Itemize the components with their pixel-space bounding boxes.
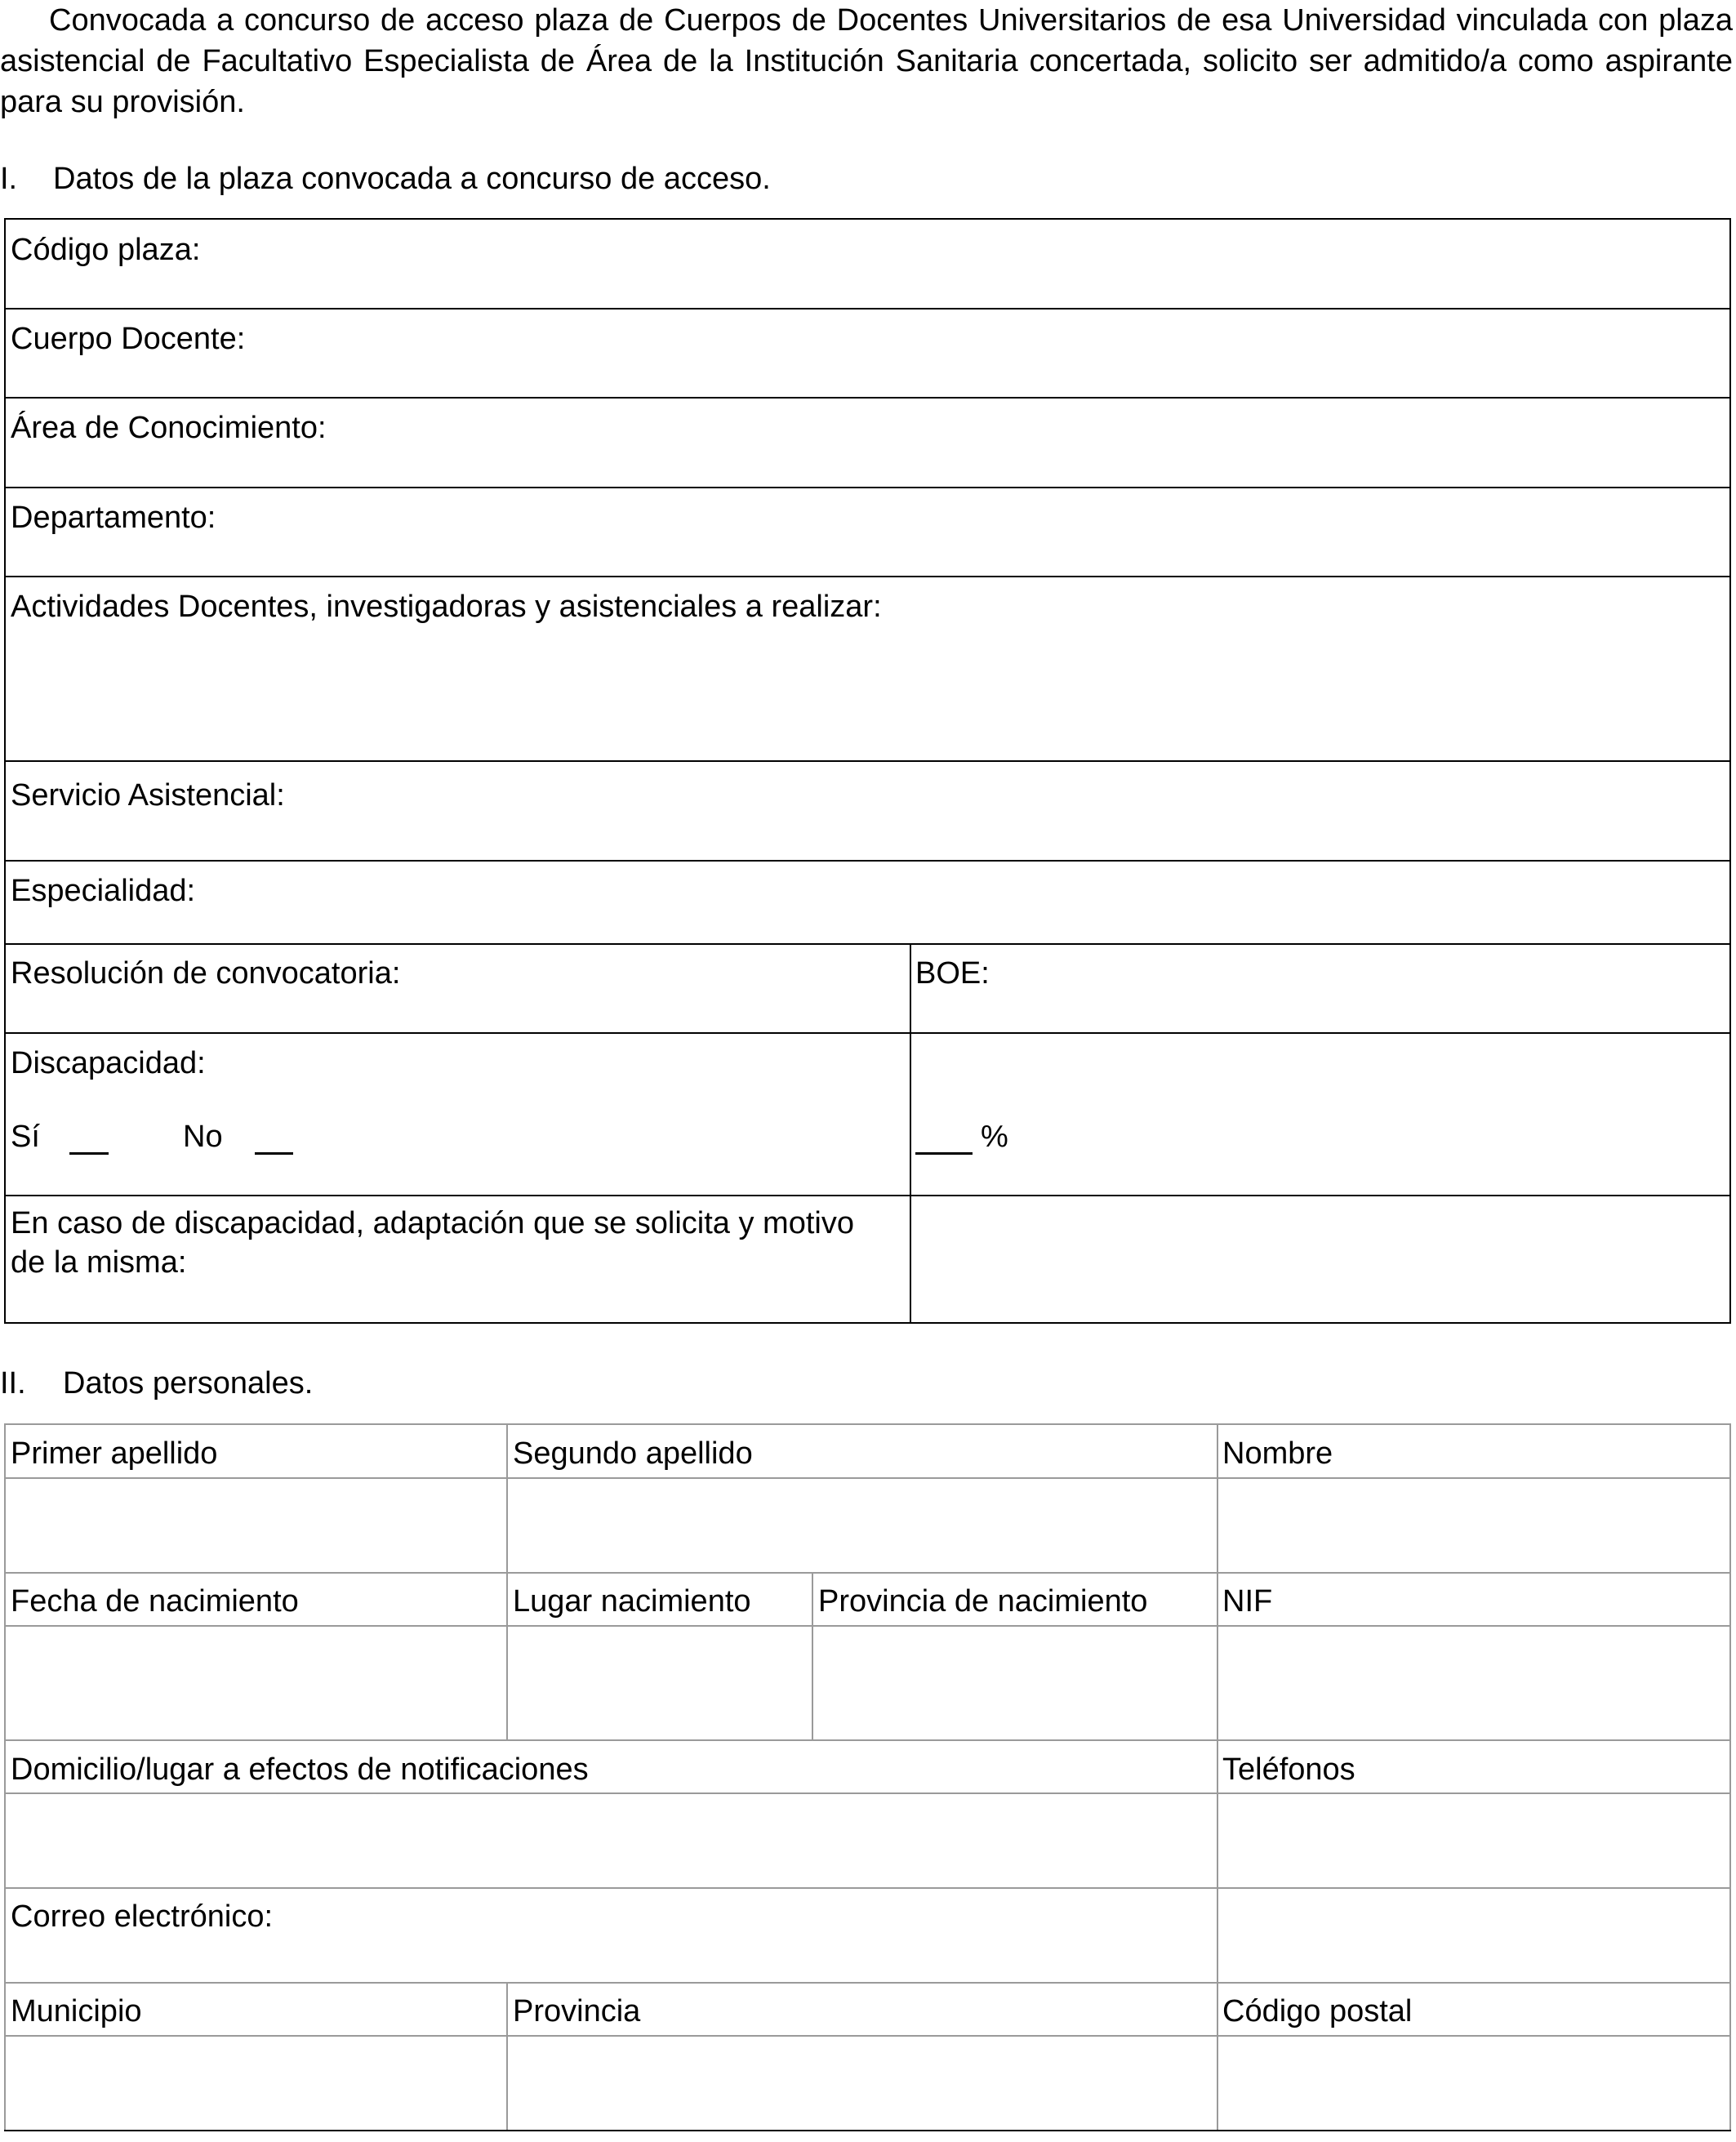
provincia-field[interactable] [508,2037,1217,2130]
table2-row-divider [4,1572,1731,1574]
fecha-nacimiento-label: Fecha de nacimiento [11,1584,299,1619]
table2-bottom-border [4,2130,1731,2131]
codigo-postal-field[interactable] [1218,2037,1729,2130]
resolucion-label: Resolución de convocatoria: [11,956,401,991]
telefonos-field[interactable] [1218,1794,1729,1887]
table2-row-divider [4,1982,1731,1984]
lugar-nacimiento-field[interactable] [508,1627,812,1739]
adaptacion-label: En caso de discapacidad, adaptación que se solicita y motivo de la misma: [11,1206,854,1280]
table1-bottom-border [4,1322,1731,1324]
boe-label: BOE: [915,956,990,991]
discapacidad-percent-blank[interactable] [915,1152,973,1155]
actividades-field[interactable] [6,577,1729,760]
primer-apellido-label: Primer apellido [11,1436,218,1471]
area-conocimiento-field[interactable] [6,399,1729,487]
cuerpo-docente-label: Cuerpo Docente: [11,322,246,356]
table1-row-divider [4,1032,1731,1034]
resolucion-field[interactable] [6,945,910,1032]
codigo-postal-label: Código postal [1222,1994,1413,2028]
table1-right-border [1729,218,1731,1324]
section-1-number: I. [0,162,18,196]
fecha-nacimiento-field[interactable] [6,1627,506,1739]
primer-apellido-field[interactable] [6,1479,506,1572]
lugar-nacimiento-label: Lugar nacimiento [513,1584,751,1619]
provincia-nacimiento-label: Provincia de nacimiento [818,1584,1148,1619]
table2-row-divider [4,1739,1731,1741]
correo-label: Correo electrónico: [11,1899,274,1934]
nif-label: NIF [1222,1584,1273,1619]
especialidad-label: Especialidad: [11,874,196,908]
discapacidad-no-label: No [183,1120,223,1154]
adaptacion-field[interactable] [911,1196,1729,1322]
nombre-label: Nombre [1222,1436,1333,1471]
telefonos-extra-field[interactable] [1218,1889,1729,1982]
especialidad-field[interactable] [6,862,1729,943]
nombre-field[interactable] [1218,1479,1729,1572]
departamento-field[interactable] [6,488,1729,576]
departamento-label: Departamento: [11,501,216,535]
discapacidad-no-blank[interactable] [255,1152,293,1155]
domicilio-field[interactable] [6,1794,1217,1887]
servicio-asistencial-field[interactable] [6,762,1729,860]
section-2-title: Datos personales. [63,1366,314,1401]
provincia-label: Provincia [513,1994,641,2028]
segundo-apellido-label: Segundo apellido [513,1436,753,1471]
discapacidad-label: Discapacidad: [11,1046,206,1080]
intro-paragraph: Convocada a concurso de acceso plaza de Cuerpos de Docentes Universitarios de esa Universidad vinculada con plaza asistencial de Facultativo Especialista de Área de la Institución Sanitaria concertada, solicito ser admitido/a como aspirante para su provisión. [0,3,1733,119]
section-2-number: II. [0,1366,26,1401]
area-conocimiento-label: Área de Conocimiento: [11,411,327,445]
municipio-label: Municipio [11,1994,142,2028]
section-1-title: Datos de la plaza convocada a concurso de acceso. [53,162,771,196]
telefonos-label: Teléfonos [1222,1752,1355,1787]
codigo-plaza-field[interactable] [6,220,1729,308]
boe-field[interactable] [911,945,1729,1032]
codigo-plaza-label: Código plaza: [11,233,201,267]
municipio-field[interactable] [6,2037,506,2130]
discapacidad-percent-label: % [981,1120,1008,1154]
discapacidad-si-blank[interactable] [69,1152,109,1155]
servicio-asistencial-label: Servicio Asistencial: [11,778,285,813]
table2-top-border [4,1423,1731,1425]
table2-right-border [1729,1423,1731,2131]
discapacidad-si-label: Sí [11,1120,40,1154]
cuerpo-docente-field[interactable] [6,309,1729,397]
domicilio-label: Domicilio/lugar a efectos de notificaciones [11,1752,589,1787]
section-1-heading [0,161,771,197]
nif-field[interactable] [1218,1627,1729,1739]
segundo-apellido-field[interactable] [508,1479,1217,1572]
correo-field[interactable] [6,1889,1217,1982]
section-2-heading [0,1365,314,1401]
actividades-label: Actividades Docentes, investigadoras y asistenciales a realizar: [11,590,882,624]
provincia-nacimiento-field[interactable] [813,1627,1217,1739]
